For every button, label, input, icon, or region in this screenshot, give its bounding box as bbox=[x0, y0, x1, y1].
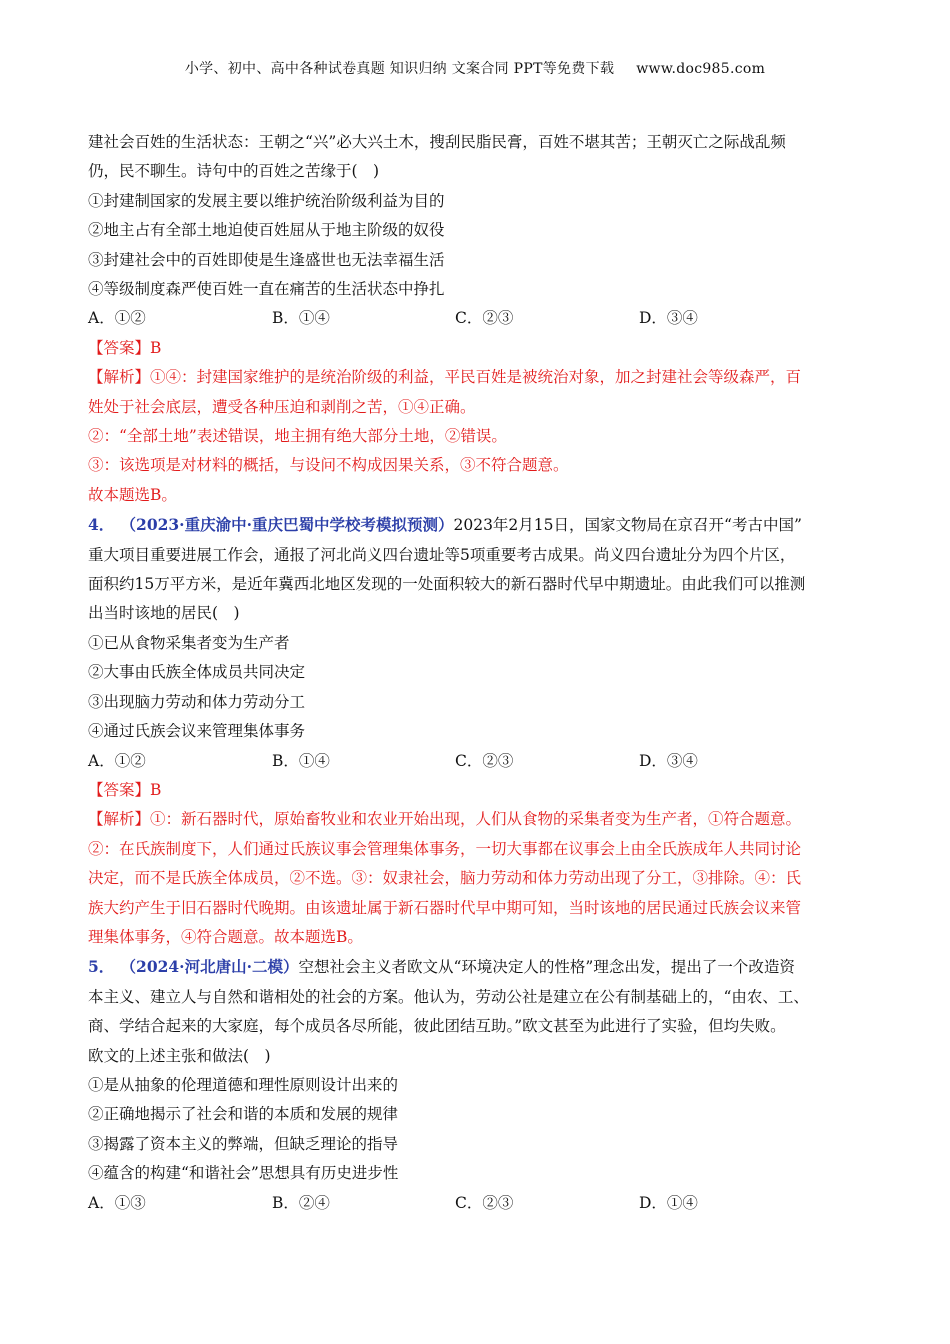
header-text: 小学、初中、高中各种试卷真题 知识归纳 文案合同 PPT等免费下载 bbox=[184, 61, 615, 77]
q5-stem-line-4: 欧文的上述主张和做法( ) bbox=[88, 1046, 271, 1065]
q5-option-b: B．②④ bbox=[272, 1193, 330, 1212]
q3-option-c: C．②③ bbox=[455, 309, 514, 328]
q3-option-a: A．①② bbox=[88, 309, 146, 328]
q5-item-2: ②正确地揭示了社会和谐的本质和发展的规律 bbox=[88, 1105, 399, 1124]
q3-option-b: B．①④ bbox=[272, 309, 330, 328]
q4-stem-line-2: 重大项目重要进展工作会，通报了河北尚义四台遗址等5项重要考古成果。尚义四台遗址分为四个片区， bbox=[88, 545, 796, 564]
q5-item-1: ①是从抽象的伦理道德和理性原则设计出来的 bbox=[88, 1075, 399, 1094]
q5-item-3: ③揭露了资本主义的弊端，但缺乏理论的指导 bbox=[88, 1134, 399, 1153]
q4-option-c: C．②③ bbox=[455, 751, 514, 770]
q5-source: （2024·河北唐山·二模） bbox=[128, 957, 299, 977]
header-site-link[interactable]: www.doc985.com bbox=[636, 61, 766, 77]
question-5 bbox=[88, 952, 868, 1218]
q4-number: 4． bbox=[88, 515, 115, 535]
q3-analysis-line-1: 【解析】①④：封建国家维护的是统治阶级的利益，平民百姓是被统治对象，加之封建社会等级森严，百 bbox=[88, 368, 802, 387]
q3-option-d: D．③④ bbox=[639, 309, 698, 328]
question-4 bbox=[88, 510, 868, 952]
q5-option-c: C．②③ bbox=[455, 1193, 514, 1212]
q5-option-d: D．①④ bbox=[639, 1193, 698, 1212]
q3-stem-line-1: 建社会百姓的生活状态：王朝之“兴”必大兴土木，搜刮民脂民膏，百姓不堪其苦；王朝灭亡之际战乱频 bbox=[88, 133, 786, 151]
q5-options bbox=[88, 1189, 868, 1218]
q4-analysis-line-4: 族大约产生于旧石器时代晚期。由该遗址属于新石器时代早中期可知，当时该地的居民通过氏族会议来管 bbox=[88, 898, 802, 917]
q5-number: 5． bbox=[88, 957, 115, 977]
q3-analysis-line-4: ③：该选项是对材料的概括，与设问不构成因果关系，③不符合题意。 bbox=[88, 456, 569, 475]
q4-stem-line-3: 面积约15万平方米，是近年冀西北地区发现的一处面积较大的新石器时代早中期遗址。由此我们可以推测 bbox=[88, 575, 806, 594]
q4-stem-line-1: 2023年2月15日，国家文物局在京召开“考古中国” bbox=[453, 516, 802, 535]
q4-analysis-line-5: 理集体事务，④符合题意。故本题选B。 bbox=[88, 927, 363, 946]
q4-item-1: ①已从食物采集者变为生产者 bbox=[88, 633, 290, 652]
q4-analysis-line-1: 【解析】①：新石器时代，原始畜牧业和农业开始出现，人们从食物的采集者变为生产者，①符合题意。 bbox=[88, 810, 802, 829]
q5-stem-line-1: 空想社会主义者欧文从“环境决定人的性格”理念出发，提出了一个改造资 bbox=[298, 958, 795, 977]
q4-analysis-line-3: 决定，而不是氏族全体成员，②不选。③：奴隶社会，脑力劳动和体力劳动出现了分工，③排除。④：氏 bbox=[88, 869, 802, 888]
q5-item-4: ④蕴含的构建“和谐社会”思想具有历史进步性 bbox=[88, 1164, 399, 1183]
question-3 bbox=[88, 128, 868, 510]
q4-stem-line-4: 出当时该地的居民( ) bbox=[88, 604, 240, 623]
q3-item-4: ④等级制度森严使百姓一直在痛苦的生活状态中挣扎 bbox=[88, 280, 445, 299]
q4-analysis-line-2: ②：在氏族制度下，人们通过氏族议事会管理集体事务，一切大事都在议事会上由全氏族成年人共同讨论 bbox=[88, 839, 802, 858]
q4-source: （2023·重庆渝中·重庆巴蜀中学校考模拟预测） bbox=[128, 515, 454, 535]
q3-item-1: ①封建制国家的发展主要以维护统治阶级利益为目的 bbox=[88, 191, 445, 210]
q3-item-2: ②地主占有全部土地迫使百姓屈从于地主阶级的奴役 bbox=[88, 221, 445, 240]
q3-analysis-line-2: 姓处于社会底层，遭受各种压迫和剥削之苦，①④正确。 bbox=[88, 397, 476, 416]
q4-item-4: ④通过氏族会议来管理集体事务 bbox=[88, 722, 306, 741]
page-header bbox=[0, 58, 950, 78]
document-body bbox=[88, 128, 868, 1218]
q3-analysis-line-3: ②：“全部土地”表述错误，地主拥有绝大部分土地，②错误。 bbox=[88, 427, 507, 446]
q5-stem-line-3: 商、学结合起来的大家庭，每个成员各尽所能，彼此团结互助。”欧文甚至为此进行了实验，但均失败。 bbox=[88, 1017, 786, 1036]
q4-option-a: A．①② bbox=[88, 751, 146, 770]
q5-stem-line-2: 本主义、建立人与自然和谐相处的社会的方案。他认为，劳动公社是建立在公有制基础上的，“由农、工、 bbox=[88, 987, 809, 1006]
q4-option-d: D．③④ bbox=[639, 751, 698, 770]
q4-item-3: ③出现脑力劳动和体力劳动分工 bbox=[88, 692, 306, 711]
q4-item-2: ②大事由氏族全体成员共同决定 bbox=[88, 663, 306, 682]
q3-stem-line-2: 仍，民不聊生。诗句中的百姓之苦缘于( ) bbox=[88, 162, 380, 181]
q3-options bbox=[88, 304, 868, 333]
q3-analysis-line-5: 故本题选B。 bbox=[88, 485, 177, 504]
q4-option-b: B．①④ bbox=[272, 751, 330, 770]
q3-item-3: ③封建社会中的百姓即使是生逢盛世也无法幸福生活 bbox=[88, 250, 445, 269]
q4-answer: 【答案】B bbox=[88, 780, 162, 799]
q5-option-a: A．①③ bbox=[88, 1193, 146, 1212]
q4-options bbox=[88, 747, 868, 776]
q3-answer: 【答案】B bbox=[88, 338, 162, 357]
